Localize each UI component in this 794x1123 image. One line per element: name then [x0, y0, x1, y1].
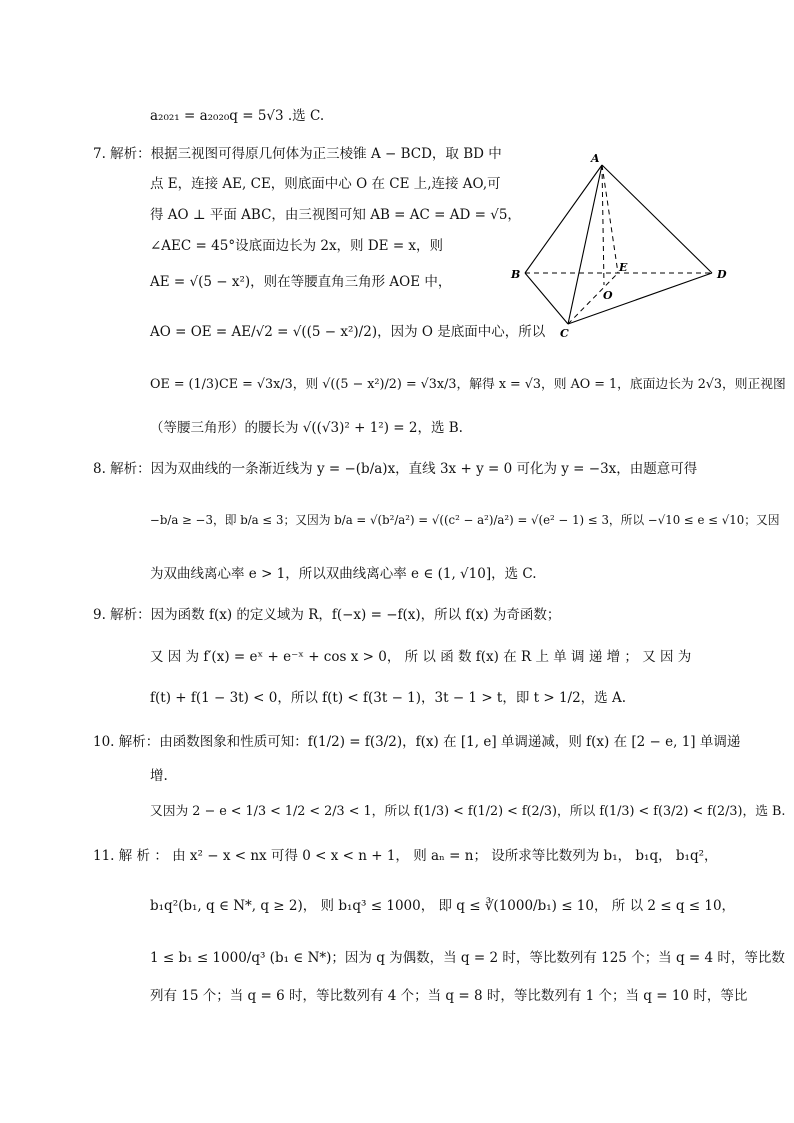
q8-line-2: −b/a ≥ −3，即 b/a ≤ 3；又因为 b/a = √(b²/a²) = √((c² − a²)/a²) = √(e² − 1) ≤ 3，所以 −√10 ≤ e ≤ √10；又因 [150, 513, 780, 527]
q10-line-3: 又因为 2 − e < 1/3 < 1/2 < 2/3 < 1，所以 f(1/3) < f(1/2) < f(2/3)，所以 f(1/3) < f(3/2) < f(2/3)，选 B. [150, 804, 786, 819]
q7-line-7: OE = (1/3)CE = √3x/3，则 √((5 − x²)/2) = √3x/3，解得 x = √3，则 AO = 1，底面边长为 2√3，则正视图 [150, 377, 786, 392]
edge-CD [568, 273, 712, 324]
vertex-label-O: O [603, 289, 613, 302]
q9-line-1: 9. 解析：因为函数 f(x) 的定义域为 R，f(−x) = −f(x)，所以 f(x) 为奇函数； [93, 607, 561, 623]
q11-line-1: 11. 解 析 ： 由 x² − x < nx 可得 0 < x < n + 1， 则 aₙ = n； 设所求等比数列为 b₁， b₁q， b₁q²， [93, 848, 718, 864]
answer-line: a₂₀₂₁ = a₂₀₂₀q = 5√3 .选 C. [150, 108, 325, 124]
q9-line-3: f(t) + f(1 − 3t) < 0，所以 f(t) < f(3t − 1)，3t − 1 > t，即 t > 1/2，选 A. [150, 690, 627, 706]
edge-AD [602, 165, 712, 273]
q7-line-3: 得 AO ⊥ 平面 ABC，由三视图可知 AB = AC = AD = √5， [150, 207, 521, 223]
edge-AE-dashed [602, 165, 618, 273]
vertex-label-D: D [717, 268, 727, 281]
vertex-label-B: B [511, 268, 521, 281]
vertex-label-E: E [619, 261, 628, 274]
edge-AO-dashed [602, 165, 604, 285]
q9-line-2: 又 因 为 f′(x) = eˣ + e⁻ˣ + cos x > 0， 所 以 函 数 f(x) 在 R 上 单 调 递 增 ； 又 因 为 [150, 649, 692, 665]
q7-line-2: 点 E，连接 AE, CE，则底面中心 O 在 CE 上,连接 AO,可 [150, 176, 501, 192]
vertex-label-A: A [591, 152, 600, 165]
q11-line-4: 列有 15 个；当 q = 6 时，等比数列有 4 个；当 q = 8 时，等比数列有 1 个；当 q = 10 时，等比 [150, 988, 748, 1004]
q11-line-2: b₁q²(b₁, q ∈ N*, q ≥ 2)， 则 b₁q³ ≤ 1000， 即 q ≤ ∛(1000/b₁) ≤ 10， 所 以 2 ≤ q ≤ 10， [150, 898, 736, 914]
edge-BC [525, 273, 568, 324]
pyramid-figure [505, 148, 735, 340]
q7-line-8: （等腰三角形）的腰长为 √((√3)² + 1²) = 2，选 B. [150, 420, 463, 436]
q7-line-5: AE = √(5 − x²)，则在等腰直角三角形 AOE 中， [150, 274, 452, 290]
q10-line-1: 10. 解析：由函数图象和性质可知：f(1/2) = f(3/2)，f(x) 在 [1, e] 单调递减，则 f(x) 在 [2 − e, 1] 单调递 [93, 734, 741, 750]
q7-line-4: ∠AEC = 45°设底面边长为 2x，则 DE = x，则 [150, 238, 444, 254]
q11-line-3: 1 ≤ b₁ ≤ 1000/q³ (b₁ ∈ N*)；因为 q 为偶数，当 q = 2 时，等比数列有 125 个；当 q = 4 时，等比数 [150, 950, 785, 966]
q10-line-2: 增. [150, 768, 168, 784]
q7-line-6: AO = OE = AE/√2 = √((5 − x²)/2)，因为 O 是底面中心，所以 [150, 324, 546, 340]
q8-line-1: 8. 解析：因为双曲线的一条渐近线为 y = −(b/a)x，直线 3x + y = 0 可化为 y = −3x，由题意可得 [93, 461, 698, 477]
q7-line-1: 7. 解析：根据三视图可得原几何体为正三棱锥 A − BCD，取 BD 中 [93, 146, 502, 162]
q8-line-3: 为双曲线离心率 e > 1，所以双曲线离心率 e ∈ (1, √10]，选 C. [150, 566, 537, 582]
vertex-label-C: C [560, 327, 569, 340]
